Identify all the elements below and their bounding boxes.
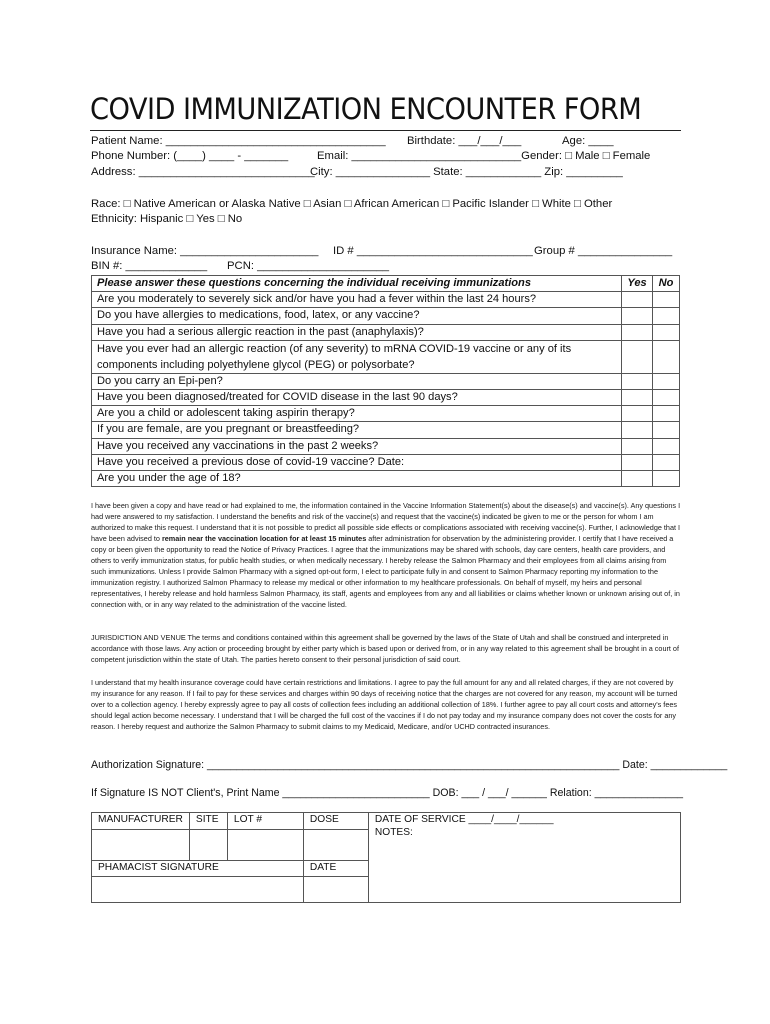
age-field[interactable]: Age: ____ — [562, 135, 614, 147]
no-checkbox[interactable] — [653, 373, 680, 389]
table-row — [92, 438, 680, 454]
lot-label: LOT # — [227, 813, 303, 830]
question-line: Have you ever had an allergic reaction (of any severity) to mRNA COVID-19 vaccine or any of its — [97, 342, 572, 355]
table-row — [92, 292, 680, 308]
phone-field[interactable]: Phone Number: (____) ____ - _______ — [91, 150, 289, 162]
date-of-service-field: DATE OF SERVICE ____/____/______ — [374, 814, 554, 825]
yes-checkbox[interactable] — [622, 471, 653, 487]
patient-name-field[interactable]: Patient Name: ___________________________________ — [91, 135, 386, 147]
question-text: Have you had a serious allergic reaction in the past (anaphylaxis)? — [92, 324, 622, 340]
yes-checkbox[interactable] — [622, 308, 653, 324]
administration-table — [91, 812, 681, 903]
dose-value[interactable] — [303, 830, 368, 861]
table-header-row — [92, 276, 680, 292]
consent-text: I have been given a copy and have read or had explained to me, the information contained in the Vaccine Information Statement(s) about the disease(s) and vaccine(s). Any questions I had were answered to my satisfaction. I understand the benefits and risk of the vaccine(s) and request that the vaccine(s) indicated be given to me or the person for whom I am authorized to make this request. I understand that it is not possible to predict all possible side effects or complications associated with receiving vaccine(s). Further, I acknowledge that I have been advised to — [91, 501, 681, 543]
manufacturer-value[interactable] — [92, 830, 190, 861]
insurance-liability-paragraph: I understand that my health insurance coverage could have certain restrictions and limitations. I agree to pay the full amount for any and all related charges, if they are not covered by my insurance for any reason. If I fail to pay for these services and charges within 90 days of receiving notice that the charges are not covered for any reason, my account will be turned over to a collection agency. I hereby expressly agree to pay all costs of collection fees including an additional collection of 18%. I further agree to pay all court costs and attorney's fees should legal action become necessary. I understand that I will be charged the full cost of the vaccines if I do not pay today and my insurance company does not cover the costs for any reason. I hereby request and authorize the Salmon Pharmacy to submit claims to my Medicaid, Medicare, and/or UCHD contracted insurances. — [91, 678, 678, 731]
questions-header: Please answer these questions concerning the individual receiving immunizations — [92, 276, 622, 292]
no-checkbox[interactable] — [653, 438, 680, 454]
site-label: SITE — [189, 813, 227, 830]
title-divider — [90, 130, 681, 131]
question-text — [92, 340, 622, 373]
notes-label: NOTES: — [374, 827, 413, 838]
dose-label: DOSE — [303, 813, 368, 830]
pharmacist-signature-label: PHAMACIST SIGNATURE — [92, 861, 304, 877]
yes-column-header: Yes — [622, 276, 653, 292]
no-column-header: No — [653, 276, 680, 292]
ethnicity-options[interactable]: Ethnicity: Hispanic □ Yes □ No — [91, 213, 243, 225]
table-row — [92, 308, 680, 324]
group-field[interactable]: Group # _______________ — [534, 245, 673, 257]
site-value[interactable] — [189, 830, 227, 861]
no-checkbox[interactable] — [653, 454, 680, 470]
screening-questions-table — [91, 275, 680, 487]
question-text: Do you carry an Epi-pen? — [92, 373, 622, 389]
yes-checkbox[interactable] — [622, 324, 653, 340]
manufacturer-label: MANUFACTURER — [92, 813, 190, 830]
yes-checkbox[interactable] — [622, 292, 653, 308]
table-row — [92, 406, 680, 422]
table-row — [92, 340, 680, 373]
date-value[interactable] — [303, 877, 368, 903]
race-options[interactable]: Race: □ Native American or Alaska Native □ Asian □ African American □ Pacific Islander □ White □ Other — [91, 198, 613, 210]
no-checkbox[interactable] — [653, 390, 680, 406]
page-title: COVID IMMUNIZATION ENCOUNTER FORM — [90, 92, 642, 126]
service-notes-cell[interactable] — [368, 813, 680, 903]
authorization-signature-field[interactable]: Authorization Signature: ______________________________________________________________________ Date: _____________ — [91, 759, 728, 771]
yes-checkbox[interactable] — [622, 390, 653, 406]
insurance-name-field[interactable]: Insurance Name: ______________________ — [91, 245, 319, 257]
yes-checkbox[interactable] — [622, 454, 653, 470]
pharmacist-signature-value[interactable] — [92, 877, 304, 903]
question-text: Are you under the age of 18? — [92, 471, 622, 487]
question-text: Do you have allergies to medications, food, latex, or any vaccine? — [92, 308, 622, 324]
bin-field[interactable]: BIN #: _____________ — [91, 260, 208, 272]
birthdate-field[interactable]: Birthdate: ___/___/___ — [407, 135, 522, 147]
consent-paragraph — [91, 500, 681, 610]
no-checkbox[interactable] — [653, 292, 680, 308]
print-name-field[interactable]: If Signature IS NOT Client's, Print Name _________________________ DOB: ___ / ___/ ______ Relation: _______________ — [91, 787, 683, 799]
question-text: Have you been diagnosed/treated for COVID disease in the last 90 days? — [92, 390, 622, 406]
insurance-id-field[interactable]: ID # ____________________________ — [333, 245, 533, 257]
yes-checkbox[interactable] — [622, 406, 653, 422]
question-text: Are you a child or adolescent taking aspirin therapy? — [92, 406, 622, 422]
yes-checkbox[interactable] — [622, 340, 653, 373]
table-row — [92, 471, 680, 487]
yes-checkbox[interactable] — [622, 422, 653, 438]
question-line: components including polyethylene glycol (PEG) or polysorbate? — [97, 358, 415, 371]
question-text: Have you received a previous dose of covid-19 vaccine? Date: — [92, 454, 622, 470]
address-field[interactable]: Address: ____________________________ — [91, 166, 315, 178]
no-checkbox[interactable] — [653, 340, 680, 373]
no-checkbox[interactable] — [653, 406, 680, 422]
pcn-field[interactable]: PCN: _____________________ — [227, 260, 390, 272]
question-text: If you are female, are you pregnant or breastfeeding? — [92, 422, 622, 438]
consent-emphasis: remain near the vaccination location for at least 15 minutes — [161, 534, 367, 543]
date-label: DATE — [303, 861, 368, 877]
email-gender-field[interactable]: Email: ___________________________Gender: □ Male □ Female — [317, 150, 651, 162]
question-text: Are you moderately to severely sick and/or have you had a fever within the last 24 hours? — [92, 292, 622, 308]
no-checkbox[interactable] — [653, 324, 680, 340]
table-row — [92, 813, 681, 830]
lot-value[interactable] — [227, 830, 303, 861]
table-row — [92, 373, 680, 389]
jurisdiction-paragraph: JURISDICTION AND VENUE The terms and conditions contained within this agreement shall be governed by the laws of the State of Utah and shall be construed and interpreted in accordance with those laws. Any action or proceeding brought by either party which is based upon or derived from, or in any way related to this agreement shall be brought in a court of competent jurisdiction within the state of Utah. The parties hereto consent to their personal jurisdiction of said court. — [91, 633, 679, 664]
yes-checkbox[interactable] — [622, 373, 653, 389]
no-checkbox[interactable] — [653, 471, 680, 487]
consent-text: after administration for observation by the administering provider. I certify that I have received a copy or been given the opportunity to read the Notice of Privacy Practices. I agree that the immunizations may be shared with schools, day care centers, health care providers, and others to verify immunization status, for public health studies, or when medically necessary. I hereby release the Salmon Pharmacy and their employees from all claims arising from such immunizations. Unless I provide Salmon Pharmacy with a signed opt-out form, I elect to participate fully in and consent to Salmon Pharmacy reporting my information to the immunization registry. I authorized Salmon Pharmacy to release my medical or other information to my healthcare professionals. On behalf of myself, my heirs and personal representatives, I hereby release and hold harmless Salmon Pharmacy, its staff, agents and employees from any and all liabilities or claims whether known or unknown arising out of, in connection with, or in any way related to the administration of the vaccine listed. — [91, 534, 680, 609]
question-text: Have you received any vaccinations in the past 2 weeks? — [92, 438, 622, 454]
table-row — [92, 454, 680, 470]
table-row — [92, 422, 680, 438]
table-row — [92, 324, 680, 340]
yes-checkbox[interactable] — [622, 438, 653, 454]
no-checkbox[interactable] — [653, 308, 680, 324]
city-state-zip-field[interactable]: City: _______________ State: ____________ Zip: _________ — [310, 166, 623, 178]
no-checkbox[interactable] — [653, 422, 680, 438]
table-row — [92, 390, 680, 406]
